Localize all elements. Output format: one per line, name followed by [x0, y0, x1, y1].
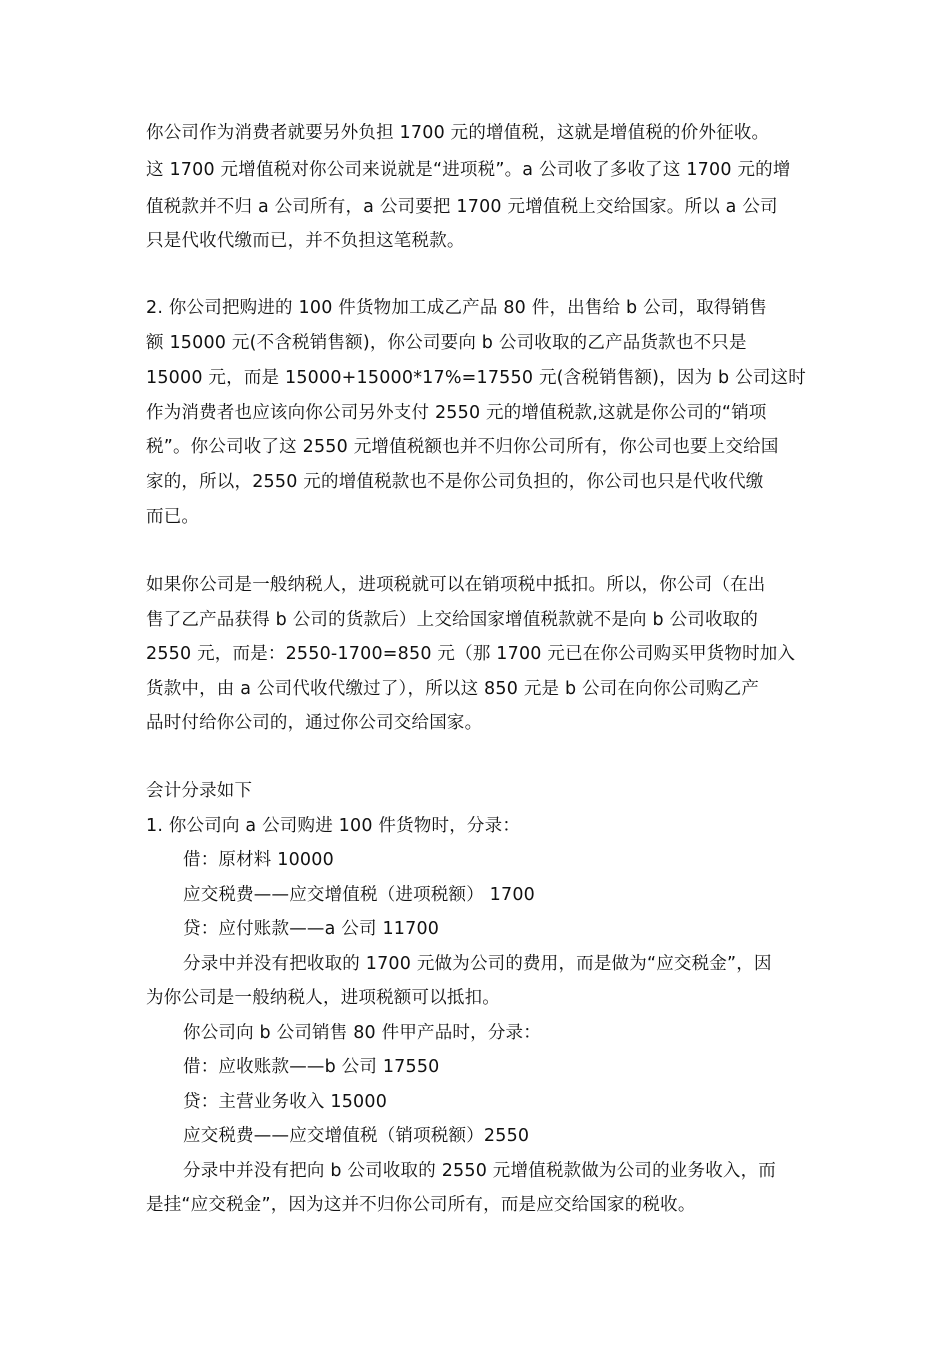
text-line: 售了乙产品获得 b 公司的货款后）上交给国家增值税款就不是向 b 公司收取的 — [146, 610, 759, 630]
text-line: 品时付给你公司的，通过你公司交给国家。 — [146, 713, 483, 733]
journal-entry-line: 贷：主营业务收入 15000 — [183, 1092, 388, 1112]
text-line: 2. 你公司把购进的 100 件货物加工成乙产品 80 件，出售给 b 公司，取得销售 — [146, 298, 768, 318]
text-line: 货款中，由 a 公司代收代缴过了），所以这 850 元是 b 公司在向你公司购乙产 — [146, 679, 760, 699]
text-line: 值税款并不归 a 公司所有，a 公司要把 1700 元增值税上交给国家。所以 a 公司 — [146, 197, 778, 217]
journal-entry-line: 借：原材料 10000 — [183, 850, 334, 870]
text-line: 分录中并没有把向 b 公司收取的 2550 元增值税款做为公司的业务收入，而 — [183, 1161, 776, 1181]
text-line: 为你公司是一般纳税人，进项税额可以抵扣。 — [146, 988, 500, 1008]
text-line: 只是代收代缴而已，并不负担这笔税款。 — [146, 231, 465, 251]
text-line: 家的，所以，2550 元的增值税款也不是你公司负担的，你公司也只是代收代缴 — [146, 472, 764, 492]
text-line: 15000 元，而是 15000+15000*17%=17550 元(含税销售额)，因为 b 公司这时 — [146, 368, 806, 388]
text-line: 税”。你公司收了这 2550 元增值税额也并不归你公司所有，你公司也要上交给国 — [146, 437, 779, 457]
journal-entry-line: 应交税费——应交增值税（进项税额） 1700 — [183, 885, 535, 905]
text-line: 而已。 — [146, 507, 200, 527]
list-item: 1. 你公司向 a 公司购进 100 件货物时，分录： — [146, 816, 521, 836]
text-line: 如果你公司是一般纳税人，进项税就可以在销项税中抵扣。所以，你公司（在出 — [146, 575, 766, 595]
section-heading: 会计分录如下 — [146, 781, 253, 801]
text-line: 这 1700 元增值税对你公司来说就是“进项税”。a 公司收了多收了这 1700 元的增 — [146, 160, 791, 180]
journal-entry-line: 应交税费——应交增值税（销项税额）2550 — [183, 1126, 530, 1146]
text-line: 你公司向 b 公司销售 80 件甲产品时，分录： — [183, 1023, 541, 1043]
text-line: 2550 元，而是：2550-1700=850 元（那 1700 元已在你公司购买甲货物时加入 — [146, 644, 796, 664]
text-line: 额 15000 元(不含税销售额)，你公司要向 b 公司收取的乙产品货款也不只是 — [146, 333, 747, 353]
text-line: 作为消费者也应该向你公司另外支付 2550 元的增值税款,这就是你公司的“销项 — [146, 403, 767, 423]
text-line: 是挂“应交税金”，因为这并不归你公司所有，而是应交给国家的税收。 — [146, 1195, 696, 1215]
text-line: 你公司作为消费者就要另外负担 1700 元的增值税，这就是增值税的价外征收。 — [146, 123, 770, 143]
journal-entry-line: 借：应收账款——b 公司 17550 — [183, 1057, 440, 1077]
text-line: 分录中并没有把收取的 1700 元做为公司的费用，而是做为“应交税金”，因 — [183, 954, 772, 974]
journal-entry-line: 贷：应付账款——a 公司 11700 — [183, 919, 440, 939]
